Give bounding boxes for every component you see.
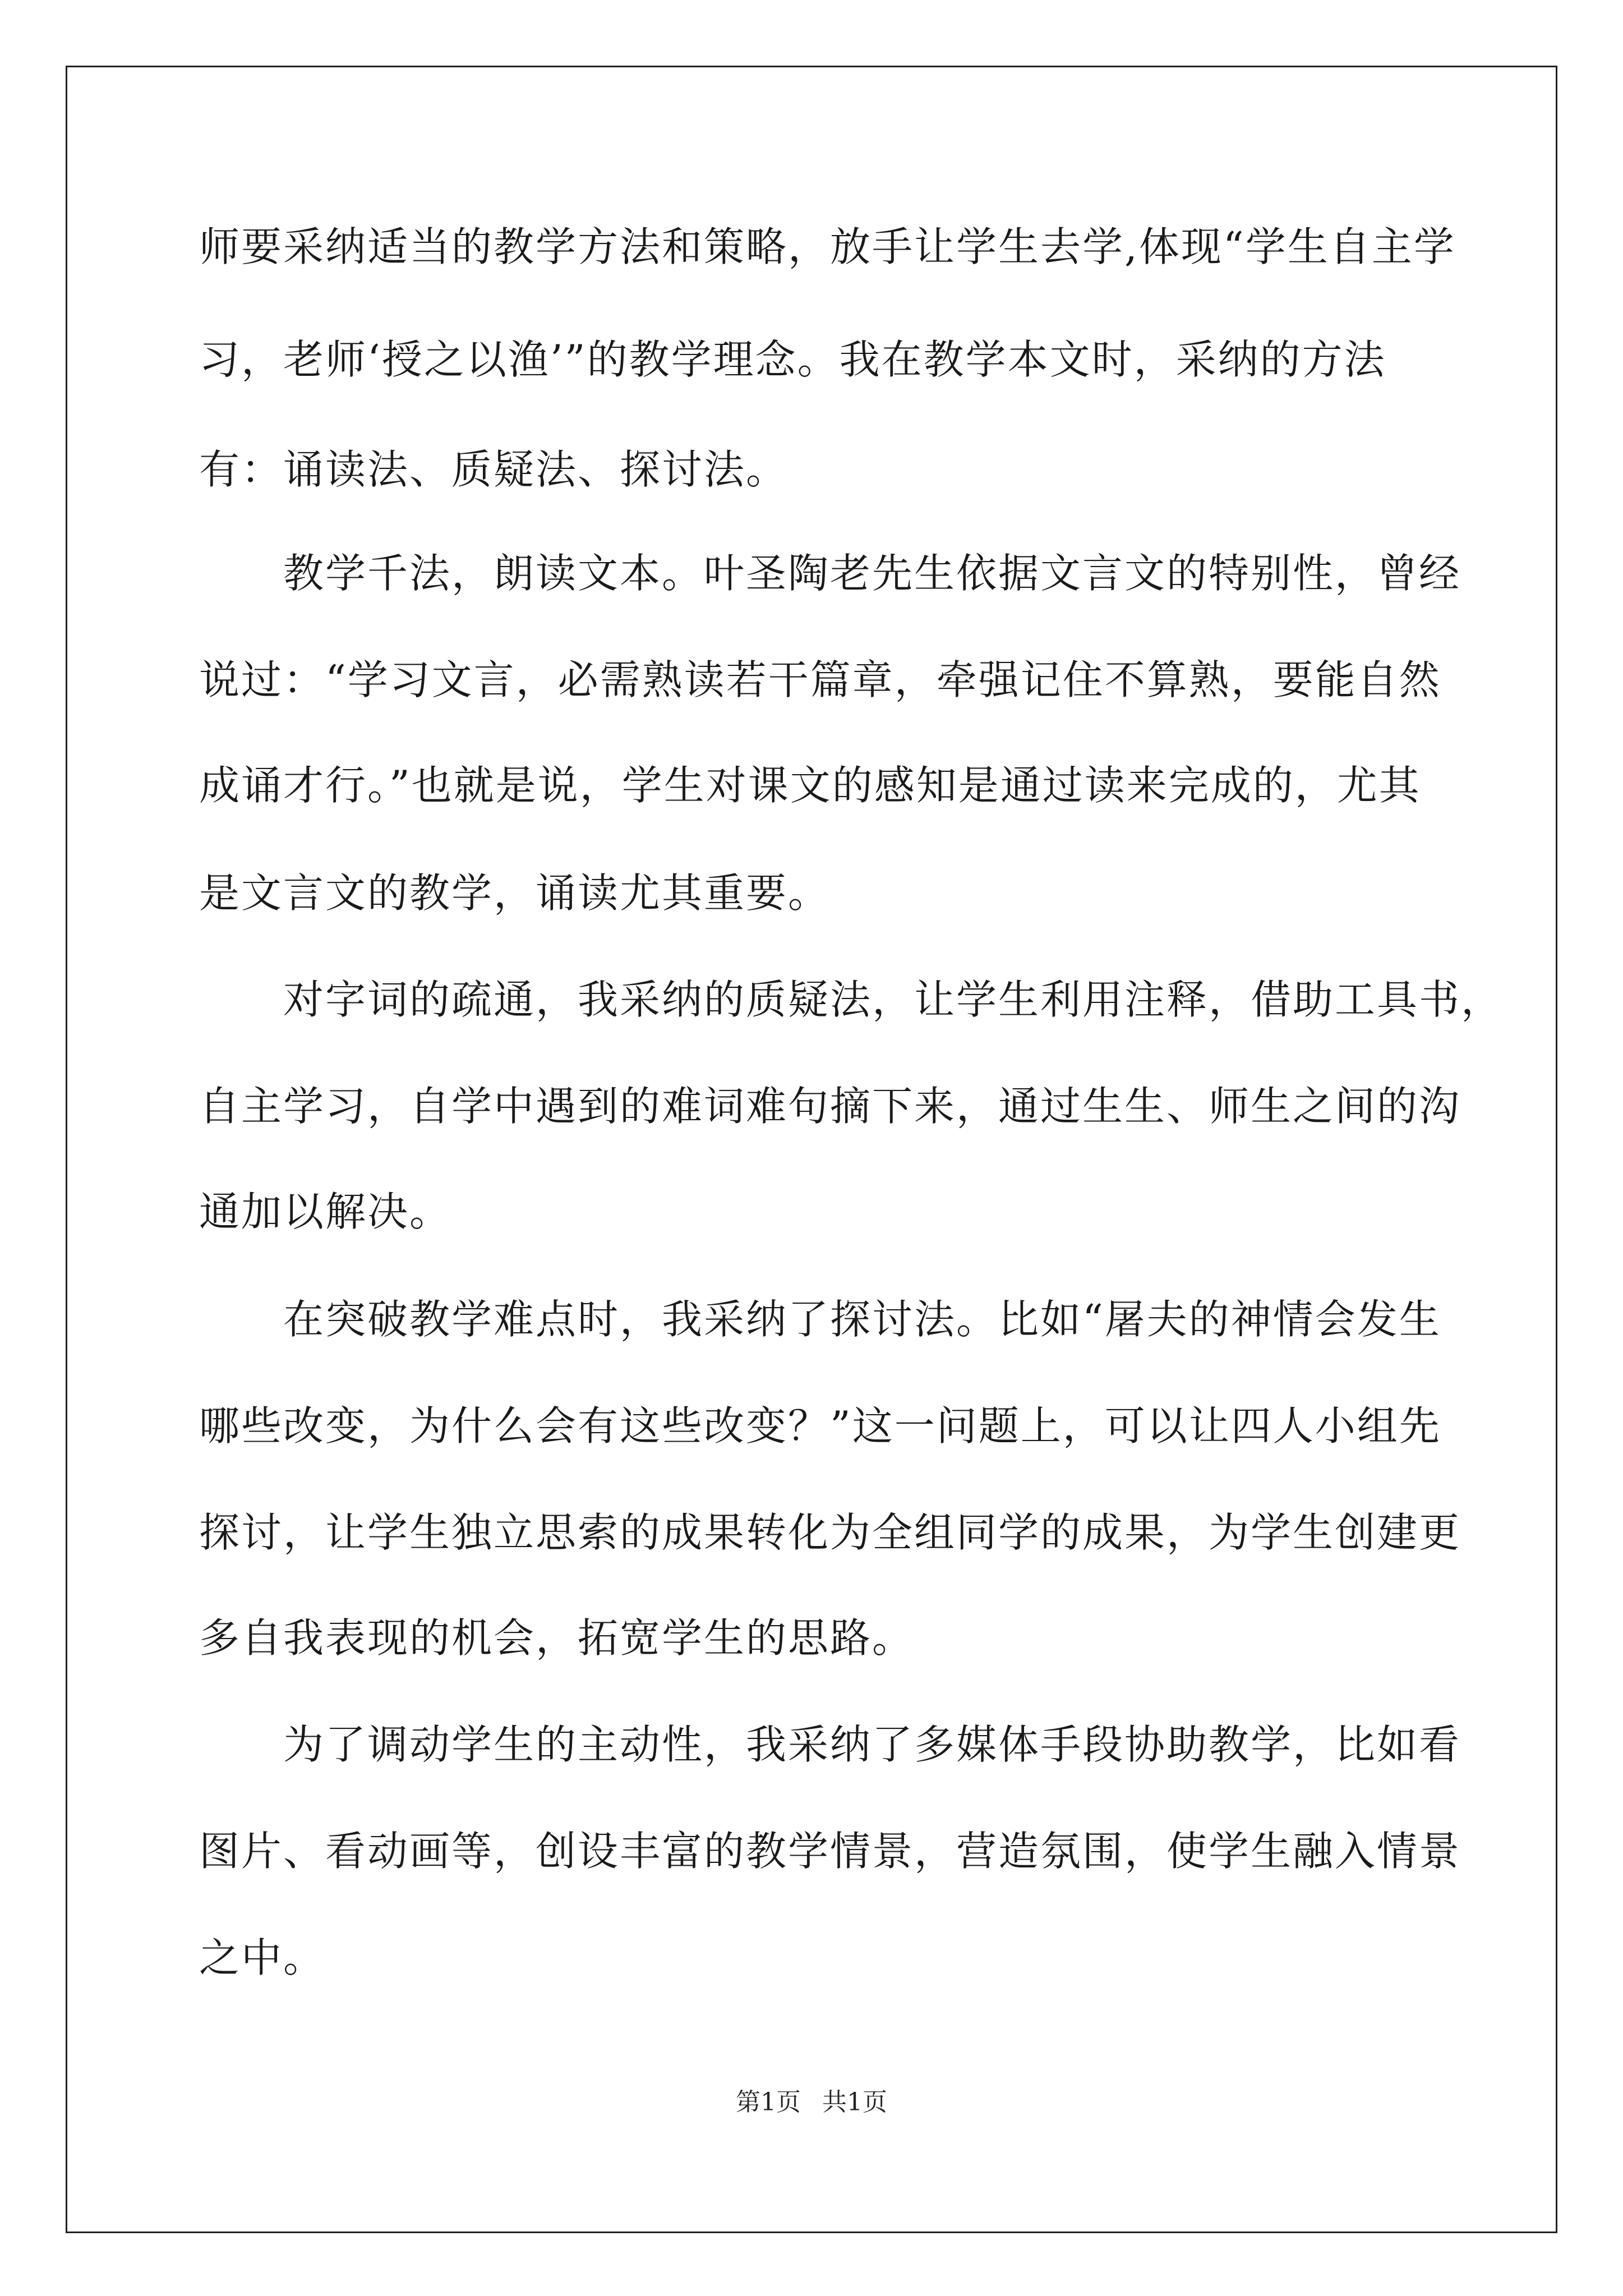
text-line: 通加以解决。 — [199, 1188, 452, 1235]
text-line: 习，老师‘授之以渔’”的教学理念。我在教学本文时，采纳的方法 — [199, 336, 1386, 383]
text-line: 有：诵读法、质疑法、探讨法。 — [199, 446, 789, 493]
text-line: 图片、看动画等，创设丰富的教学情景，营造氛围，使学生融入情景 — [199, 1828, 1461, 1875]
text-line: 多自我表现的机会，拓宽学生的思路。 — [199, 1614, 915, 1662]
page-total: 共1页 — [822, 2088, 887, 2116]
text-line: 说过：“学习文言，必需熟读若干篇章，牵强记住不算熟，要能自然 — [199, 656, 1441, 703]
text-line: 对字词的疏通，我采纳的质疑法，让学生利用注释，借助工具书， — [199, 976, 1504, 1023]
text-line: 师要采纳适当的教学方法和策略，放手让学生去学,体现“学生自主学 — [199, 223, 1456, 270]
text-line: 哪些改变，为什么会有这些改变？”这一问题上，可以让四人小组先 — [199, 1402, 1441, 1450]
text-line: 之中。 — [199, 1934, 326, 1981]
text-line: 是文言文的教学，诵读尤其重要。 — [199, 869, 831, 917]
text-line: 在突破教学难点时，我采纳了探讨法。比如“屠夫的神情会发生 — [199, 1296, 1441, 1343]
text-line: 为了调动学生的主动性，我采纳了多媒体手段协助教学，比如看 — [199, 1721, 1461, 1768]
text-line: 成诵才行。”也就是说，学生对课文的感知是通过读来完成的，尤其 — [199, 762, 1421, 809]
page-border — [66, 66, 1557, 2233]
page-number: 第1页 — [736, 2088, 801, 2116]
page-footer — [0, 2086, 1623, 2119]
text-line: 自主学习，自学中遇到的难词难句摘下来，通过生生、师生之间的沟 — [199, 1083, 1461, 1130]
text-line: 教学千法，朗读文本。叶圣陶老先生依据文言文的特别性，曾经 — [199, 550, 1461, 597]
text-line: 探讨，让学生独立思索的成果转化为全组同学的成果，为学生创建更 — [199, 1509, 1461, 1556]
